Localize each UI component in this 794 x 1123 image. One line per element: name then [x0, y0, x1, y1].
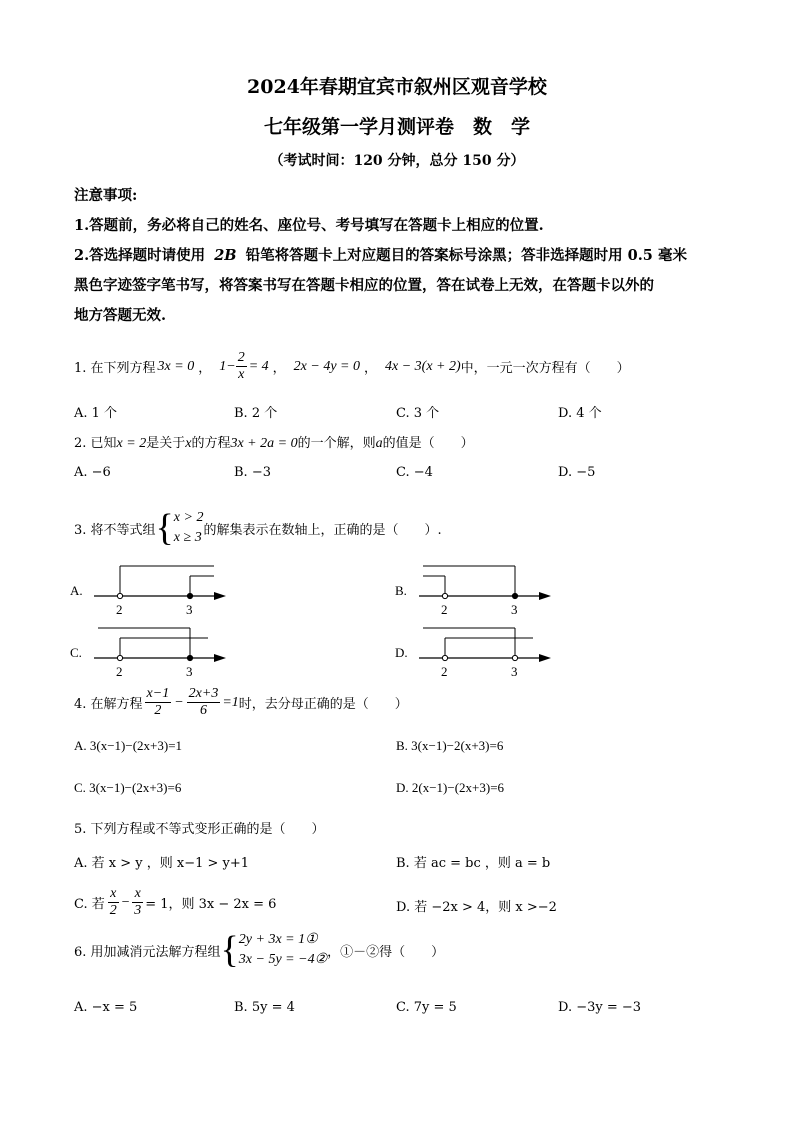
q1-eq1: 3x = 0 — [157, 358, 195, 374]
open-point-2 — [442, 655, 447, 660]
q5-c-pre: C. 若 — [74, 897, 105, 912]
q4-option-c[interactable]: C. 3(x−1)−(2x+3)=6 — [74, 780, 182, 795]
open-point-2 — [117, 593, 122, 598]
q6-line1: 2y + 3x = 1① — [238, 932, 318, 947]
q1-frac-den: x — [238, 367, 245, 382]
q5-c-post: = 1，则 3x − 2x = 6 — [145, 897, 277, 912]
q5-c-fraction-2 — [132, 886, 143, 919]
notes-heading: 注意事项: — [74, 187, 138, 204]
notes-line-2-pencil: 2B — [214, 247, 237, 264]
notes-line-2-c: 铅笔将答题卡上对应题目的答案标号涂黑；答非选择题时用 0.5 毫米 — [245, 247, 687, 264]
question-5-stem: 5. 下列方程或不等式变形正确的是（ ） — [74, 822, 325, 837]
q3-option-b-numberline[interactable] — [395, 558, 615, 618]
q1-eq4: 4x − 3(x + 2) — [385, 358, 461, 374]
q2-m3: 3x + 2a = 0 — [230, 436, 298, 451]
q4-option-d[interactable]: D. 2(x−1)−(2x+3)=6 — [396, 780, 505, 795]
q3-line1: x > 2 — [173, 510, 204, 525]
exam-title: 2024年春期宜宾市叙州区观音学校 — [247, 76, 547, 98]
q3-option-c-numberline[interactable] — [70, 620, 290, 680]
q6-system — [239, 930, 327, 970]
notes-line-4: 地方答题无效. — [74, 307, 167, 324]
q6-p1: 6. 用加减消元法解方程组 — [74, 944, 221, 960]
notes-line-3: 黑色字迹签字笔书写，将答案书写在答题卡相应的位置，答在试卷上无效，在答题卡以外的 — [74, 277, 654, 294]
q1-sep-1: ， — [198, 361, 212, 376]
q6-option-a[interactable]: A. −x = 5 — [74, 1000, 138, 1015]
q1-fraction — [236, 350, 247, 383]
axis-arrow-icon — [539, 592, 551, 600]
tick-3: 3 — [186, 664, 193, 679]
q1-eq3: 2x − 4y = 0 — [293, 358, 360, 374]
q2-p5: 的值是（ ） — [382, 436, 474, 451]
closed-point-3 — [187, 655, 192, 660]
q4-fraction-1 — [145, 686, 172, 719]
q2-option-d[interactable]: D. −5 — [558, 465, 596, 480]
q5-option-a[interactable]: A. 若 x > y ，则 x−1 > y+1 — [74, 856, 250, 871]
exam-subtitle: 七年级第一学月测评卷 数 学 — [263, 116, 530, 138]
q4-p2: 时，去分母正确的是（ ） — [238, 697, 408, 712]
q3-p1: 3. 将不等式组 — [74, 522, 156, 538]
tick-2: 2 — [116, 664, 123, 679]
q1-option-b[interactable]: B. 2 个 — [234, 406, 278, 421]
q6-option-d[interactable]: D. −3y = −3 — [558, 1000, 642, 1015]
q5-c-f2-den: 3 — [134, 903, 142, 918]
q4-option-b[interactable]: B. 3(x−1)−2(x+3)=6 — [396, 738, 504, 753]
q3-label-a: A. — [70, 583, 83, 598]
q5-c-fraction-1 — [108, 886, 119, 919]
q4-f1-den: 2 — [154, 703, 162, 718]
q1-option-d[interactable]: D. 4 个 — [558, 406, 602, 421]
q6-p2: ，①－②得（ ） — [327, 944, 445, 960]
q4-f2-num: 2x+3 — [188, 686, 219, 701]
q1-sep-2: ， — [272, 361, 286, 376]
q4-option-a[interactable]: A. 3(x−1)−(2x+3)=1 — [74, 738, 183, 753]
q5-c-f1-den: 2 — [109, 903, 117, 918]
open-point-2 — [442, 593, 447, 598]
axis-arrow-icon — [214, 592, 226, 600]
q3-system — [174, 508, 204, 548]
q1-option-a[interactable]: A. 1 个 — [74, 406, 118, 421]
q1-frac-num: 2 — [237, 350, 245, 365]
q3-option-a-numberline[interactable] — [70, 558, 290, 618]
q3-line2: x ≥ 3 — [173, 530, 202, 545]
q5-option-d[interactable]: D. 若 −2x > 4，则 x >−2 — [396, 900, 557, 915]
tick-2: 2 — [441, 602, 448, 617]
q5-option-b[interactable]: B. 若 ac = bc ，则 a = b — [396, 856, 551, 871]
tick-3: 3 — [511, 664, 518, 679]
q3-brace: { — [155, 507, 174, 549]
q2-m1: x = 2 — [116, 436, 147, 451]
notes-line-2-a: 2.答选择题时请使用 — [74, 247, 206, 264]
q4-fraction-2 — [187, 686, 221, 719]
q3-option-d-numberline[interactable] — [395, 620, 615, 680]
open-point-3 — [512, 655, 517, 660]
q2-option-a[interactable]: A. −6 — [74, 465, 111, 480]
q1-option-c[interactable]: C. 3 个 — [396, 406, 440, 421]
question-3-stem — [74, 508, 442, 548]
closed-point-3 — [187, 593, 192, 598]
q2-m2: x — [185, 436, 192, 451]
q1-prefix: 1. 在下列方程 — [74, 361, 156, 376]
q3-p2: 的解集表示在数轴上，正确的是（ ）. — [203, 522, 442, 538]
q2-p4: 的一个解，则 — [297, 436, 376, 451]
q4-p1: 4. 在解方程 — [74, 697, 143, 712]
q6-line2: 3x − 5y = −4② — [238, 952, 328, 967]
closed-point-3 — [512, 593, 517, 598]
q5-c-minus: − — [120, 894, 131, 910]
open-point-2 — [117, 655, 122, 660]
q1-frac-int: 1− — [219, 358, 236, 374]
notes-line-2 — [74, 244, 687, 265]
q2-p1: 2. 已知 — [74, 436, 117, 451]
tick-2: 2 — [116, 602, 123, 617]
q2-option-c[interactable]: C. −4 — [396, 465, 433, 480]
notes-line-1: 1.答题前，务必将自己的姓名、座位号、考号填写在答题卡上相应的位置. — [74, 217, 544, 234]
q2-p3: 的方程 — [191, 436, 231, 451]
q1-suffix: 中，一元一次方程有（ ） — [460, 361, 630, 376]
q6-option-b[interactable]: B. 5y = 4 — [234, 1000, 295, 1015]
q4-f2-den: 6 — [200, 703, 207, 718]
q1-frac-rhs: = 4 — [248, 358, 269, 374]
q4-f1-num: x−1 — [146, 686, 170, 701]
question-6-stem — [74, 930, 444, 970]
q2-p2: 是关于 — [146, 436, 186, 451]
q4-minus: − — [174, 694, 184, 710]
q2-option-b[interactable]: B. −3 — [234, 465, 271, 480]
q4-rhs: =1 — [222, 694, 239, 710]
q3-label-b: B. — [395, 583, 407, 598]
exam-info: （考试时间：120 分钟，总分 150 分） — [269, 153, 525, 169]
question-1-stem — [74, 350, 630, 383]
q6-brace: { — [220, 929, 239, 971]
q1-sep-3: ， — [363, 361, 377, 376]
q5-c-f2-num: x — [132, 886, 143, 903]
q2-m4: a — [375, 436, 383, 451]
tick-2: 2 — [441, 664, 448, 679]
q3-label-c: C. — [70, 645, 82, 660]
q5-c-f1-num: x — [108, 886, 119, 903]
tick-3: 3 — [186, 602, 193, 617]
question-2-stem — [74, 432, 474, 452]
axis-arrow-icon — [214, 654, 226, 662]
q5-option-c[interactable] — [74, 886, 276, 919]
q3-label-d: D. — [395, 645, 408, 660]
axis-arrow-icon — [539, 654, 551, 662]
q6-option-c[interactable]: C. 7y = 5 — [396, 1000, 457, 1015]
tick-3: 3 — [511, 602, 518, 617]
question-4-stem — [74, 686, 408, 719]
